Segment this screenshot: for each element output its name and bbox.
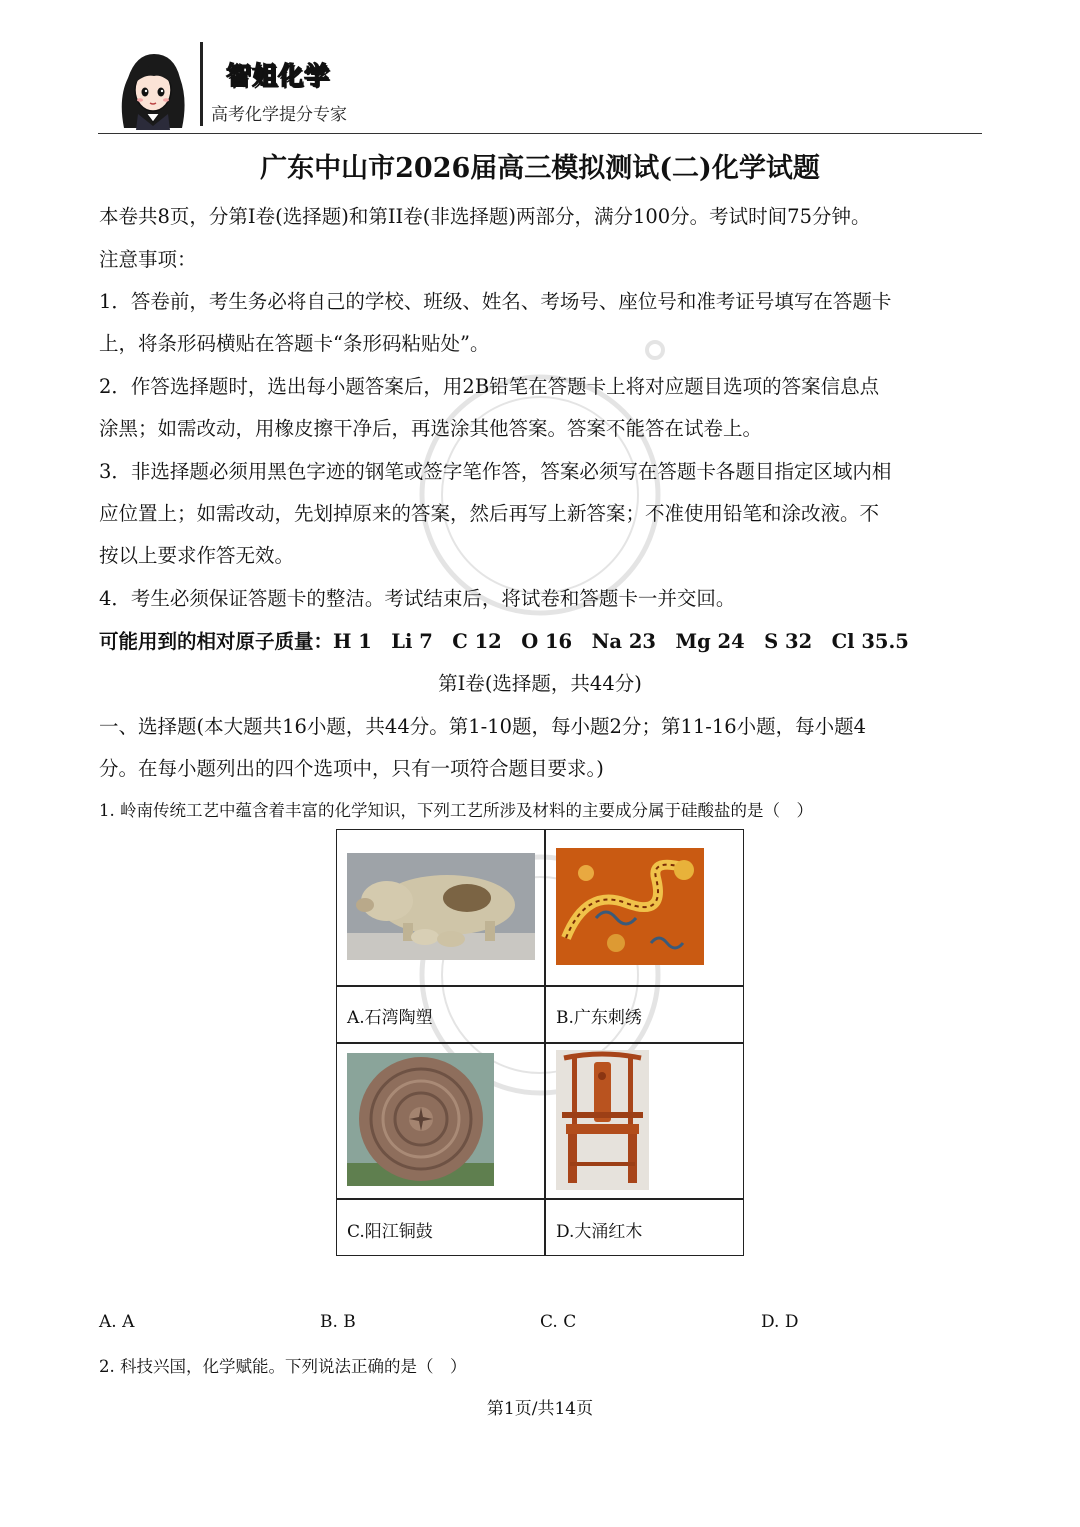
answer-option-b[interactable]: B. B (320, 1312, 356, 1332)
table-divider (336, 1042, 744, 1044)
section-instructions: 分。在每小题列出的四个选项中，只有一项符合题目要求。) (99, 757, 604, 780)
notice-line: 上，将条形码横贴在答题卡“条形码粘贴处”。 (99, 332, 490, 355)
option-a-label: A.石湾陶塑 (347, 1008, 433, 1028)
notice-line: 1．答卷前，考生务必将自己的学校、班级、姓名、考场号、座位号和准考证号填写在答题卡 (99, 290, 892, 313)
notice-line: 涂黑；如需改动，用橡皮擦干净后，再选涂其他答案。答案不能答在试卷上。 (99, 417, 763, 440)
notice-line: 3．非选择题必须用黑色字迹的钢笔或签字笔作答，答案必须写在答题卡各题目指定区域内相 (99, 460, 892, 483)
atomic-mass-line: 可能用到的相对原子质量：H 1 Li 7 C 12 O 16 Na 23 Mg 24 S 32 Cl 35.5 (99, 630, 909, 653)
intro-text: 本卷共8页，分第I卷(选择题)和第II卷(非选择题)两部分，满分100分。考试时间75分钟。 (99, 205, 871, 228)
notice-line: 2．作答选择题时，选出每小题答案后，用2B铅笔在答题卡上将对应题目选项的答案信息点 (99, 375, 880, 398)
answer-option-d[interactable]: D. D (761, 1312, 799, 1332)
brand-slogan: 高考化学提分专家 (211, 105, 347, 125)
answer-option-c[interactable]: C. C (540, 1312, 577, 1332)
section-instructions: 一、选择题(本大题共16小题，共44分。第1-10题，每小题2分；第11-16小题，每小题4 (99, 715, 867, 738)
section-title: 第I卷(选择题，共44分) (438, 672, 642, 695)
option-b-label: B.广东刺绣 (556, 1008, 642, 1028)
answer-option-a[interactable]: A. A (99, 1312, 135, 1332)
brand-divider (200, 42, 203, 126)
question-1-stem: 1. 岭南传统工艺中蕴含着丰富的化学知识，下列工艺所涉及材料的主要成分属于硅酸盐的是（ ） (99, 801, 813, 820)
notice-line: 按以上要求作答无效。 (99, 544, 295, 567)
table-divider (336, 1198, 744, 1200)
brand-name: 智姐化学 (226, 61, 331, 90)
bronze-drum-image (347, 1053, 494, 1186)
brand-avatar-icon (112, 48, 194, 130)
rosewood-chair-image (556, 1050, 649, 1190)
header-rule (98, 133, 982, 134)
notice-heading: 注意事项： (99, 248, 197, 271)
table-divider (336, 985, 744, 987)
exam-title: 广东中山市2026届高三模拟测试(二)化学试题 (260, 153, 820, 184)
question-2-stem: 2. 科技兴国，化学赋能。下列说法正确的是（ ） (99, 1357, 467, 1376)
option-d-label: D.大涌红木 (556, 1222, 643, 1242)
option-c-label: C.阳江铜鼓 (347, 1222, 433, 1242)
ceramic-pig-image (347, 853, 535, 960)
dragon-embroidery-image (556, 848, 704, 965)
page-footer: 第1页/共14页 (486, 1399, 594, 1419)
notice-line: 应位置上；如需改动，先划掉原来的答案，然后再写上新答案；不准使用铅笔和涂改液。不 (99, 502, 880, 525)
notice-line: 4．考生必须保证答题卡的整洁。考试结束后，将试卷和答题卡一并交回。 (99, 587, 736, 610)
